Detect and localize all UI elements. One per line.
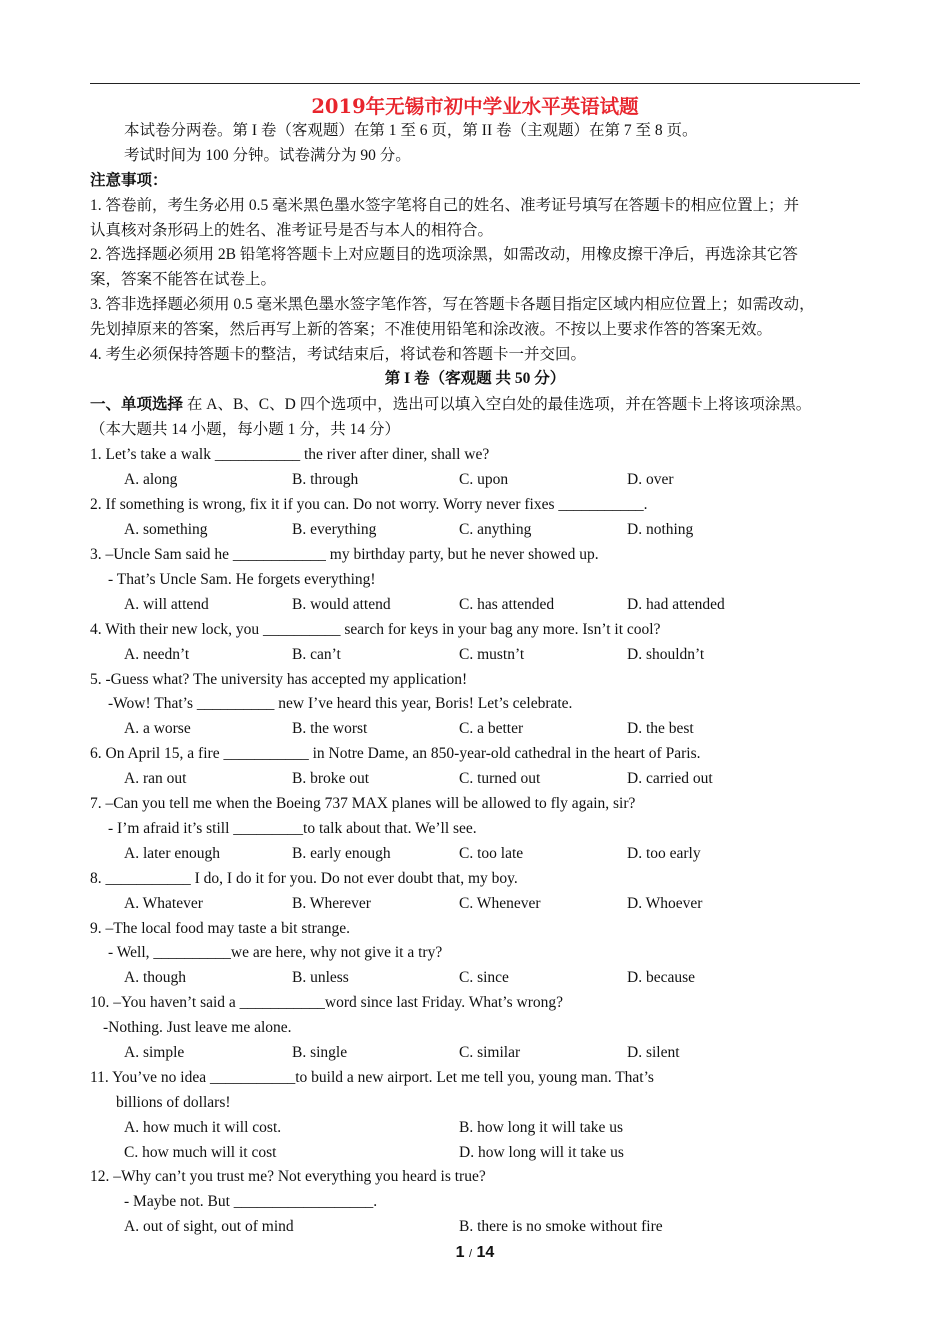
question-reply: -Nothing. Just leave me alone. [103, 1019, 292, 1036]
option-d: D. the best [627, 720, 694, 737]
option-b: B. everything [292, 521, 377, 538]
option-b: B. would attend [292, 596, 391, 613]
page-number [90, 1244, 860, 1262]
option-c: C. similar [459, 1044, 521, 1061]
intro-line: 本试卷分两卷。第 I 卷（客观题）在第 1 至 6 页，第 II 卷（主观题）在第 7 至 8 页。 [124, 122, 698, 139]
notice-line: 认真核对条形码上的姓名、准考证号是否与本人的相符合。 [90, 222, 494, 239]
option-c: C. upon [459, 471, 509, 488]
option-a: A. needn’t [124, 646, 190, 663]
option-c: C. has attended [459, 596, 555, 613]
option-d: D. Whoever [627, 895, 703, 912]
option-c: C. too late [459, 845, 524, 862]
question-reply: - I’m afraid it’s still _________to talk about that. We’ll see. [108, 820, 477, 837]
option-a: A. later enough [124, 845, 220, 862]
page-separator: / [469, 1248, 473, 1260]
option-b: B. can’t [292, 646, 341, 663]
option-b: B. Wherever [292, 895, 371, 912]
option-c: C. mustn’t [459, 646, 525, 663]
option-a: A. out of sight, out of mind [124, 1218, 294, 1235]
question-stem: 9. –The local food may taste a bit strange. [90, 920, 350, 937]
option-a: A. a worse [124, 720, 191, 737]
option-d: D. had attended [627, 596, 725, 613]
question-stem: 5. -Guess what? The university has accepted my application! [90, 671, 468, 688]
option-a: A. along [124, 471, 178, 488]
question-stem: 11. You’ve no idea ___________to build a new airport. Let me tell you, young man. That’s [90, 1069, 654, 1086]
option-b: B. single [292, 1044, 348, 1061]
notice-heading: 注意事项： [90, 172, 168, 189]
page-current: 1 [455, 1244, 465, 1261]
option-d: D. because [627, 969, 695, 986]
option-b: B. broke out [292, 770, 370, 787]
option-c: C. how much will it cost [124, 1144, 277, 1161]
option-a: A. ran out [124, 770, 187, 787]
question-stem: 3. –Uncle Sam said he ____________ my birthday party, but he never showed up. [90, 546, 599, 563]
option-a: A. Whatever [124, 895, 203, 912]
question-reply: - That’s Uncle Sam. He forgets everything! [108, 571, 376, 588]
option-d: D. carried out [627, 770, 713, 787]
header-rule [90, 83, 860, 84]
question-stem: 2. If something is wrong, fix it if you can. Do not worry. Worry never fixes ___________. [90, 496, 648, 513]
option-b: B. there is no smoke without fire [459, 1218, 663, 1235]
notice-line: 2. 答选择题必须用 2B 铅笔将答题卡上对应题目的选项涂黑，如需改动，用橡皮擦干净后，再选涂其它答 [90, 246, 798, 263]
notice-line: 案，答案不能答在试卷上。 [90, 271, 277, 288]
option-a: A. how much it will cost. [124, 1119, 282, 1136]
question-reply: - Maybe not. But __________________. [124, 1193, 378, 1210]
section-title: 第 I 卷（客观题 共 50 分） [384, 370, 566, 387]
option-c: C. since [459, 969, 509, 986]
option-a: A. something [124, 521, 208, 538]
option-b: B. through [292, 471, 359, 488]
option-d: D. nothing [627, 521, 694, 538]
part-instruction-line [90, 395, 811, 415]
notice-line: 4. 考生必须保持答题卡的整洁，考试结束后，将试卷和答题卡一并交回。 [90, 346, 587, 363]
option-c: C. anything [459, 521, 532, 538]
option-b: B. early enough [292, 845, 391, 862]
question-stem: 6. On April 15, a fire ___________ in Notre Dame, an 850-year-old cathedral in the heart of Paris. [90, 745, 701, 762]
intro-line: 考试时间为 100 分钟。试卷满分为 90 分。 [124, 147, 411, 164]
notice-line: 1. 答卷前，考生务必用 0.5 毫米黑色墨水签字笔将自己的姓名、准考证号填写在答题卡的相应位置上；并 [90, 197, 800, 214]
part-note: （本大题共 14 小题，每小题 1 分，共 14 分） [90, 421, 401, 438]
notice-line: 3. 答非选择题必须用 0.5 毫米黑色墨水签字笔作答，写在答题卡各题目指定区域内相应位置上；如需改动， [90, 296, 815, 313]
question-stem: 12. –Why can’t you trust me? Not everything you heard is true? [90, 1168, 486, 1185]
option-b: B. the worst [292, 720, 368, 737]
option-d: D. too early [627, 845, 701, 862]
page-total: 14 [476, 1244, 495, 1261]
question-stem: 10. –You haven’t said a ___________word since last Friday. What’s wrong? [90, 994, 563, 1011]
option-c: C. a better [459, 720, 524, 737]
option-a: A. though [124, 969, 186, 986]
question-stem: 1. Let’s take a walk ___________ the river after diner, shall we? [90, 446, 490, 463]
part-heading: 一、单项选择 [90, 396, 184, 413]
notice-line: 先划掉原来的答案，然后再写上新的答案；不准使用铅笔和涂改液。不按以上要求作答的答案无效。 [90, 321, 773, 338]
question-stem-continued: billions of dollars! [116, 1094, 231, 1111]
part-instruction: 在 A、B、C、D 四个选项中，选出可以填入空白处的最佳选项，并在答题卡上将该项涂黑。 [183, 396, 812, 413]
page-title: 2019年无锡市初中学业水平英语试题 [311, 95, 639, 118]
option-d: D. shouldn’t [627, 646, 705, 663]
option-c: C. turned out [459, 770, 541, 787]
option-a: A. simple [124, 1044, 185, 1061]
question-stem: 7. –Can you tell me when the Boeing 737 MAX planes will be allowed to fly again, sir? [90, 795, 636, 812]
option-c: C. Whenever [459, 895, 541, 912]
question-reply: - Well, __________we are here, why not give it a try? [108, 944, 443, 961]
question-stem: 8. ___________ I do, I do it for you. Do not ever doubt that, my boy. [90, 870, 518, 887]
option-d: D. over [627, 471, 674, 488]
option-d: D. how long will it take us [459, 1144, 624, 1161]
option-d: D. silent [627, 1044, 680, 1061]
question-reply: -Wow! That’s __________ new I’ve heard this year, Boris! Let’s celebrate. [108, 695, 573, 712]
question-stem: 4. With their new lock, you __________ search for keys in your bag any more. Isn’t it cool? [90, 621, 661, 638]
option-b: B. unless [292, 969, 349, 986]
option-b: B. how long it will take us [459, 1119, 624, 1136]
option-a: A. will attend [124, 596, 209, 613]
